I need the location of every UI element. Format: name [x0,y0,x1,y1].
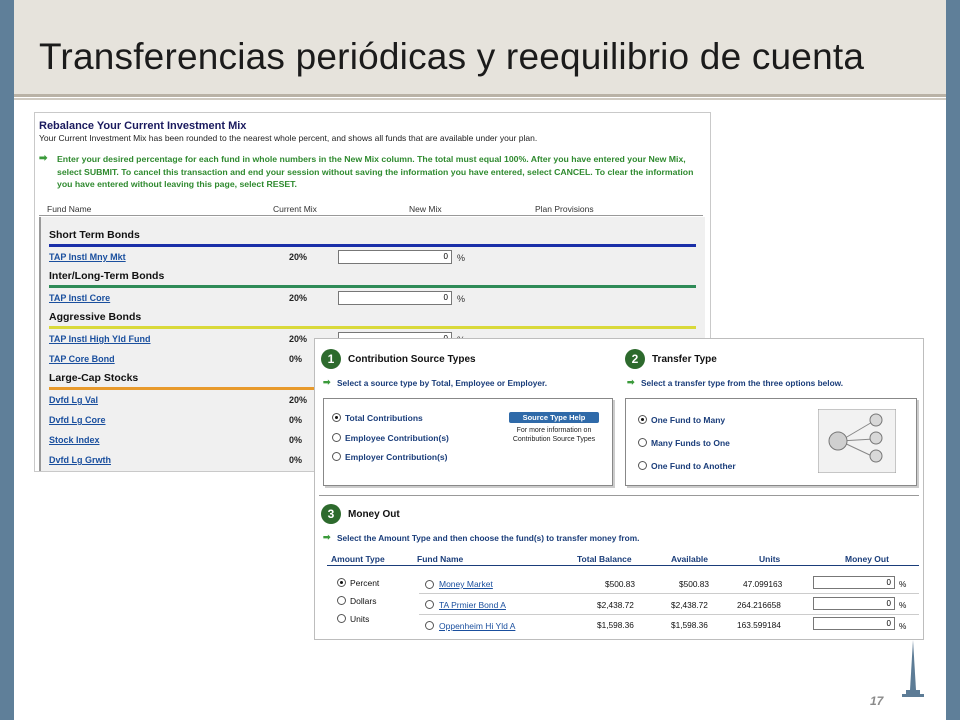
current-mix-value: 20% [289,334,308,344]
arrow-right-icon: ➡ [627,377,635,387]
col-available: Available [671,554,709,564]
radio-many-funds-to-one[interactable] [638,438,730,448]
current-mix-value: 0% [289,435,303,445]
arrow-right-icon: ➡ [323,377,331,387]
option-label: One Fund to Many [651,415,726,425]
header-divider [327,565,919,566]
current-mix-value: 0% [289,354,303,364]
step-1-badge: 1 [321,349,341,369]
section-divider [319,495,919,496]
radio-percent[interactable] [337,578,379,588]
radio-icon [332,433,341,442]
total-balance: $2,438.72 [597,600,634,610]
radio-selected-icon [638,415,647,424]
row-divider [419,593,919,594]
current-mix-value: 0% [289,415,303,425]
source-type-help-button[interactable]: Source Type Help [509,412,599,423]
radio-icon [638,461,647,470]
units: 163.599184 [737,620,781,630]
category-bar [49,326,696,329]
category-aggressive-bonds: Aggressive Bonds [49,311,142,323]
fund-link[interactable]: TAP Instl Mny Mkt [49,252,126,262]
available: $2,438.72 [671,600,708,610]
transfer-panel [314,338,924,640]
radio-employee-contributions[interactable] [332,433,449,443]
option-label: One Fund to Another [651,461,736,471]
fund-link[interactable]: Dvfd Lg Core [49,415,106,425]
arrow-right-icon: ➡ [39,153,48,164]
option-label: Units [350,614,370,624]
step-1-instruction: Select a source type by Total, Employee or Employer. [337,378,548,388]
category-large-cap-stocks: Large-Cap Stocks [49,372,139,384]
slide [14,0,946,720]
row-divider [419,614,919,615]
transfer-type-box [625,398,917,486]
percent-sign: % [457,253,466,263]
fund-link[interactable]: TAP Instl Core [49,293,111,303]
col-units: Units [759,554,781,564]
title-rule [14,98,946,100]
radio-one-fund-to-another[interactable] [638,461,736,471]
available: $500.83 [679,579,709,589]
current-mix-value: 20% [289,252,308,262]
fund-link[interactable]: TAP Instl High Yld Fund [49,334,151,344]
step-3-title: Money Out [348,509,400,520]
radio-selected-icon [332,413,341,422]
category-inter-long-term-bonds: Inter/Long-Term Bonds [49,270,165,282]
option-label: Many Funds to One [651,438,730,448]
step-2-badge: 2 [625,349,645,369]
category-bar [49,285,696,288]
new-mix-input[interactable]: 0 [338,250,452,264]
radio-dollars[interactable] [337,596,376,606]
pyramid-logo-icon [902,640,924,700]
available: $1,598.36 [671,620,708,630]
header-divider [39,215,703,216]
radio-icon [337,614,346,623]
title-band [14,0,946,97]
category-bar [49,244,696,247]
category-short-term-bonds: Short Term Bonds [49,229,140,241]
new-mix-input[interactable]: 0 [338,291,452,305]
radio-icon [337,596,346,605]
col-plan-provisions: Plan Provisions [535,204,594,214]
col-amount-type: Amount Type [331,554,385,564]
col-fund-name: Fund Name [417,554,464,564]
fund-radio[interactable] [425,580,434,589]
step-3-badge: 3 [321,504,341,524]
option-label: Percent [350,578,380,588]
money-out-input[interactable]: 0 [813,617,895,630]
total-balance: $1,598.36 [597,620,634,630]
percent-sign: % [899,600,907,610]
step-2-instruction: Select a transfer type from the three options below. [641,378,844,388]
option-label: Total Contributions [345,413,423,423]
units: 264.216658 [737,600,781,610]
fund-link[interactable]: Stock Index [49,435,100,445]
page-number: 17 [870,694,884,708]
current-mix-value: 20% [289,293,308,303]
option-label: Employee Contribution(s) [345,433,449,443]
fund-radio[interactable] [425,621,434,630]
arrow-right-icon: ➡ [323,532,331,542]
step-1-title: Contribution Source Types [348,354,476,365]
source-type-help-text: For more information on Contribution Source Types [512,427,596,443]
radio-units[interactable] [337,614,369,624]
radio-icon [638,438,647,447]
radio-icon [332,452,341,461]
rebalance-instruction: Enter your desired percentage for each fund in whole numbers in the New Mix column. The total must equal 100%. After you have entered your New Mix, select SUBMIT. To cancel this transaction and end your session without saving the information you have entered, select CANCEL. To clear the information you have entered without leaving this page, select RESET. [57,154,694,189]
fund-link[interactable]: Money Market [439,579,493,589]
col-new-mix: New Mix [409,204,442,214]
col-money-out: Money Out [845,554,889,564]
percent-sign: % [899,621,907,631]
slide-title: Transferencias periódicas y reequilibrio de cuenta [39,36,865,77]
money-out-input[interactable]: 0 [813,576,895,589]
fund-radio[interactable] [425,600,434,609]
radio-total-contributions[interactable] [332,413,423,423]
percent-sign: % [457,294,466,304]
fund-link[interactable]: TAP Core Bond [49,354,115,364]
units: 47.099163 [743,579,783,589]
coins-diagram-icon [818,409,896,473]
option-label: Employer Contribution(s) [345,452,448,462]
step-3-instruction: Select the Amount Type and then choose the fund(s) to transfer money from. [337,533,640,543]
fund-link[interactable]: Oppenheim Hi Yld A [439,621,516,631]
percent-sign: % [899,579,907,589]
radio-one-fund-to-many[interactable] [638,415,725,425]
radio-employer-contributions[interactable] [332,452,447,462]
col-current-mix: Current Mix [273,204,317,214]
col-total-balance: Total Balance [577,554,632,564]
fund-link[interactable]: TA Prmier Bond A [439,600,506,610]
source-type-box [323,398,613,486]
option-label: Dollars [350,596,377,606]
col-fund-name: Fund Name [47,204,92,214]
fund-link[interactable]: Dvfd Lg Val [49,395,99,405]
rebalance-heading: Rebalance Your Current Investment Mix [39,120,247,132]
fund-link[interactable]: Dvfd Lg Grwth [49,455,111,465]
money-out-input[interactable]: 0 [813,597,895,610]
current-mix-value: 20% [289,395,308,405]
total-balance: $500.83 [605,579,635,589]
rebalance-subheading: Your Current Investment Mix has been rounded to the nearest whole percent, and shows all funds that are available under your plan. [39,133,538,143]
radio-selected-icon [337,578,346,587]
step-2-title: Transfer Type [652,354,717,365]
current-mix-value: 0% [289,455,303,465]
